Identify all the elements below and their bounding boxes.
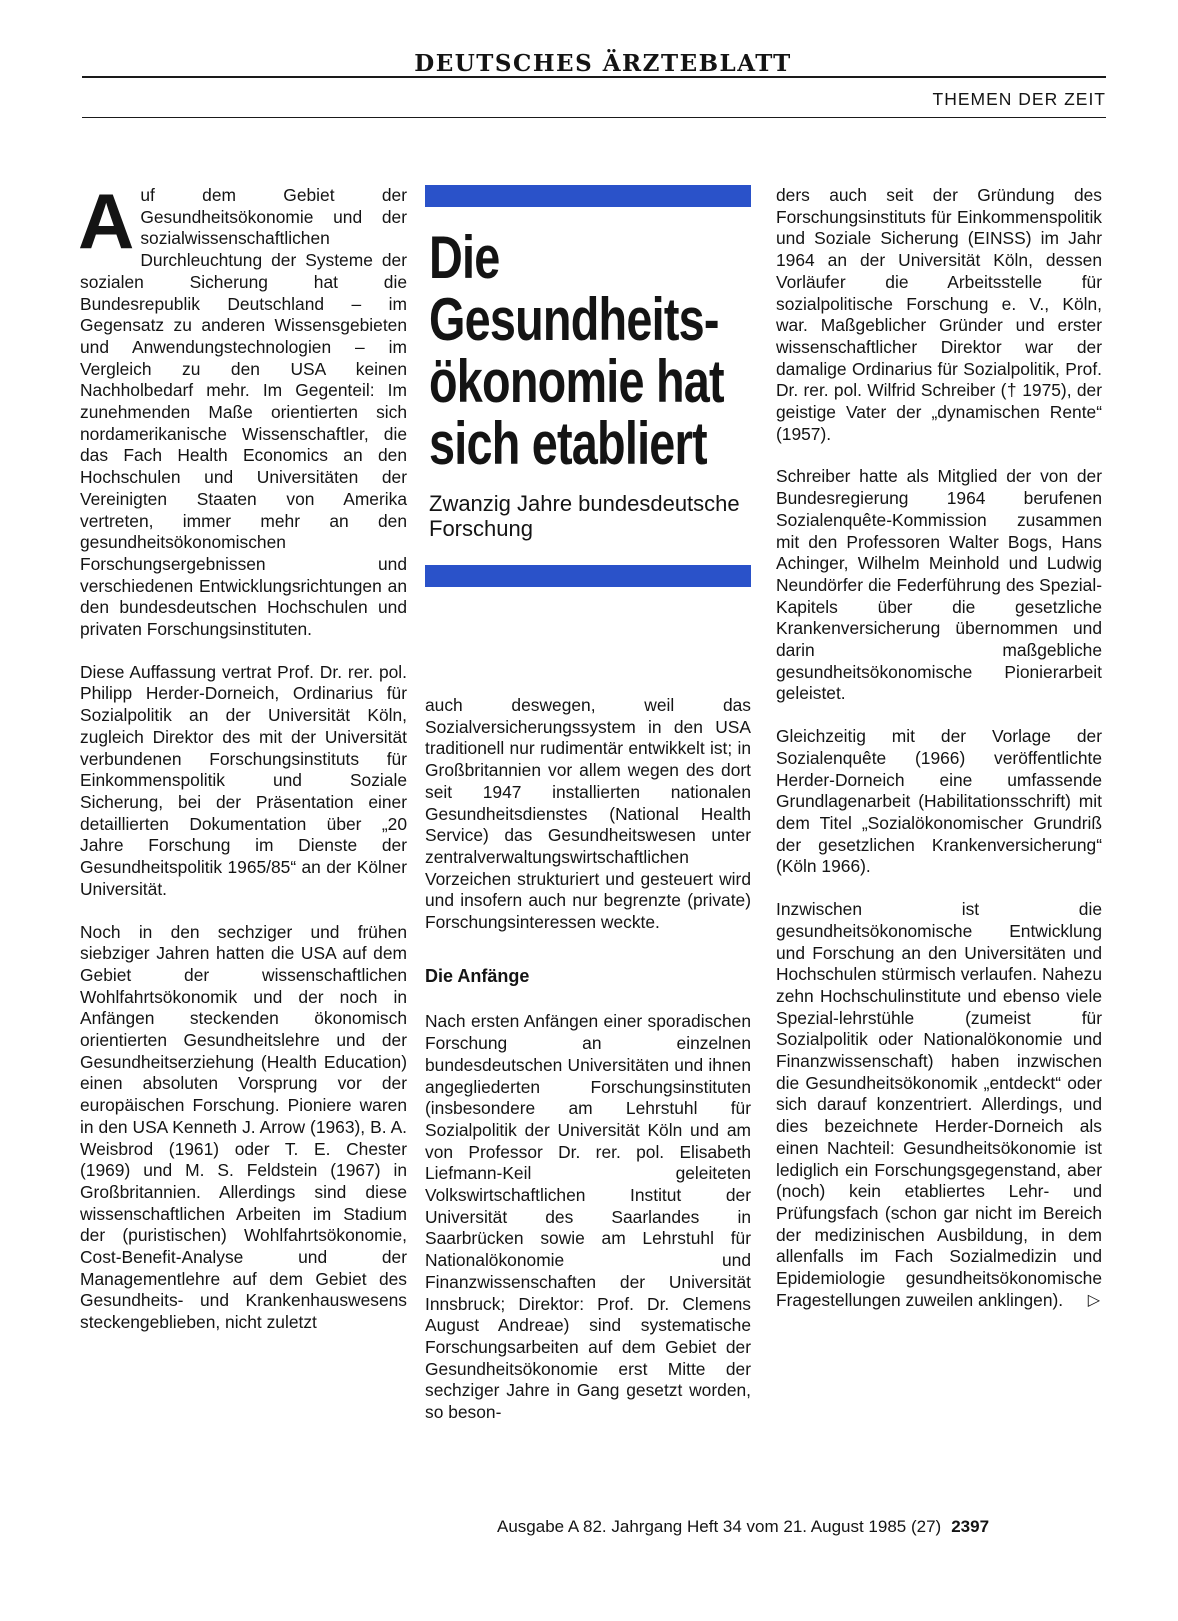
section-rule (82, 117, 1106, 118)
paragraph: Diese Auffassung vertrat Prof. Dr. rer. pol. Philipp Herder-Dorneich, Ordinarius für Sozialpolitik an der Universität Köln, zugleich Direktor des mit der Universität verbundenen Forschungsinstituts für Einkommenspolitik und Soziale Sicherung, bei der Präsentation einer detaillierten Dokumentation über „20 Jahre Forschung im Dienste der Gesundheitspolitik 1965/85“ an der Kölner Universität. (80, 661, 407, 899)
paragraph: auch deswegen, weil das Sozialversicherungssystem in den USA traditionell nur rudimentär entwikkelt ist; in Großbritannien vor allem wegen des dort seit 1947 installierten nationalen Gesundheitsdienstes (National Health Service) das Gesundheitswesen unter zentralverwaltungswirtschaftlichen Vorzeichen strukturiert und gesteuert wird und insofern auch nur begrenzte (private) Forschungsinteressen weckte. (425, 695, 751, 933)
article-subtitle: Zwanzig Jahre bundesdeutsche Forschung (429, 491, 740, 541)
column-2 (425, 695, 751, 1445)
paragraph-text: Inzwischen ist die gesundheitsökonomische Entwicklung und Forschung an den Universitäten und Hochschulen stürmisch verlaufen. Nahezu zehn Hochschulinstitute und ebenso viele Spezial-lehrstühle (zumeist für Sozialpolitik oder Nationalökonomie und Finanzwissenschaft) haben inzwischen die Gesundheitsökonomik „entdeckt“ oder sich darauf konzentriert. Allerdings, und dies bezeichnete Herder-Dorneich als einen Nachteil: Gesundheitsökonomie ist lediglich ein Forschungsgegenstand, aber (noch) kein etabliertes Lehr- und Prüfungsfach (schon gar nicht im Bereich der medizinischen Ausbildung, in dem allenfalls im Fach Sozialmedizin und Epidemiologie gesundheitsökonomische Fragestellungen zuweilen anklingen). (776, 899, 1102, 1310)
paragraph: Nach ersten Anfängen einer sporadischen Forschung an einzelnen bundesdeutschen Universitäten und ihnen angegliederten Forschungsinstituten (insbesondere am Lehrstuhl für Sozialpolitik der Universität Köln und am von Professor Dr. rer. pol. Elisabeth Liefmann-Keil geleiteten Volkswirtschaftlichen Institut der Universität des Saarlandes in Saarbrücken sowie am Lehrstuhl für Nationalökonomie und Finanzwissenschaften der Universität Innsbruck; Direktor: Prof. Dr. Clemens August Andreae) sind systematische Forschungsarbeiten auf dem Gebiet der Gesundheitsökonomie erst Mitte der sechziger Jahre in Gang gesetzt worden, so beson- (425, 1011, 751, 1423)
column-3 (776, 185, 1102, 1332)
accent-bar-bottom (425, 565, 751, 587)
lead-paragraph (78, 177, 407, 641)
title-box (425, 185, 751, 587)
paragraph-last (776, 899, 1102, 1311)
page-number: 2397 (951, 1517, 990, 1536)
paragraph: ders auch seit der Gründung des Forschungsinstituts für Einkommenspolitik und Soziale Sicherung (EINSS) im Jahr 1964 an der Universität Köln, dessen Vorläufer die Arbeitsstelle für sozialpolitische Forschung e. V., Köln, war. Maßgeblicher Gründer und erster wissenschaftlicher Direktor war der damalige Ordinarius für Sozialpolitik, Prof. Dr. rer. pol. Wilfrid Schreiber († 1975), der geistige Vater der „dynamischen Rente“ (1957). (776, 185, 1102, 444)
journal-masthead: DEUTSCHES ÄRZTEBLATT (414, 50, 792, 77)
page-footer (497, 1517, 989, 1537)
section-heading: Die Anfänge (425, 965, 530, 986)
paragraph: Gleichzeitig mit der Vorlage der Sozialenquête (1966) veröffentlichte Herder-Dorneich eine umfassende Grundlagenarbeit (Habilitationsschrift) mit dem Titel „Sozialökonomischer Grundriß der gesetzlichen Krankenversicherung“ (Köln 1966). (776, 726, 1102, 877)
paragraph: Noch in den sechziger und frühen siebziger Jahren hatten die USA auf dem Gebiet der wissenschaftlichen Wohlfahrtsökonomik und der noch in Anfängen steckenden ökonomisch orientierten Gesundheitslehre und der Gesundheitserziehung (Health Education) einen absoluten Vorsprung vor der europäischen Forschung. Pioniere waren in den USA Kenneth J. Arrow (1963), B. A. Weisbrod (1961) oder T. E. Chester (1969) und M. S. Feldstein (1967) in Großbritannien. Allerdings sind diese wissenschaftlichen Arbeiten im Stadium der (puristischen) Wohlfahrtsökonomie, Cost-Benefit-Analyse und der Managementlehre auf dem Gebiet des Gesundheits- und Krankenhauswesens steckengeblieben, nicht zuletzt (80, 921, 407, 1333)
column-1 (78, 177, 407, 1355)
article-title: Die Gesundheits-ökonomie hat sich etabliert (429, 224, 724, 477)
header-rule (82, 76, 1106, 78)
issue-info: Ausgabe A 82. Jahrgang Heft 34 vom 21. August 1985 (27) (497, 1517, 942, 1536)
lead-text: uf dem Gebiet der Gesundheitsökonomie und der sozialwissenschaftlichen Durchleuchtung der Systeme der sozialen Sicherung hat die Bundesrepublik Deutschland – im Gegensatz zu anderen Wissensgebieten und Anwendungstechnologien – im Vergleich zu den USA keinen Nachholbedarf mehr. Im Gegenteil: Im zunehmenden Maße orientierten sich nordamerikanische Wissenschaftler, die das Fach Health Economics an den Hochschulen und Universitäten der Vereinigten Staaten von Amerika vertreten, immer mehr an den gesundheitsökonomischen Forschungsergebnissen und verschiedenen Entwicklungsrichtungen an den bundesdeutschen Hochschulen und privaten Forschungsinstituten. (80, 185, 407, 640)
section-label: THEMEN DER ZEIT (932, 89, 1106, 109)
paragraph: Schreiber hatte als Mitglied der von der Bundesregierung 1964 berufenen Sozialenquête-Kommission zusammen mit den Professoren Walter Bogs, Hans Achinger, Wilhelm Meinhold und Ludwig Neundörfer die Federführung des Spezial-Kapitels über die gesetzliche Krankenversicherung übernommen und darin maßgebliche gesundheitsökonomische Pionierarbeit geleistet. (776, 466, 1102, 704)
accent-bar-top (425, 185, 751, 207)
continue-arrow-icon: ▷ (1087, 1291, 1100, 1309)
drop-cap: A (78, 177, 135, 265)
